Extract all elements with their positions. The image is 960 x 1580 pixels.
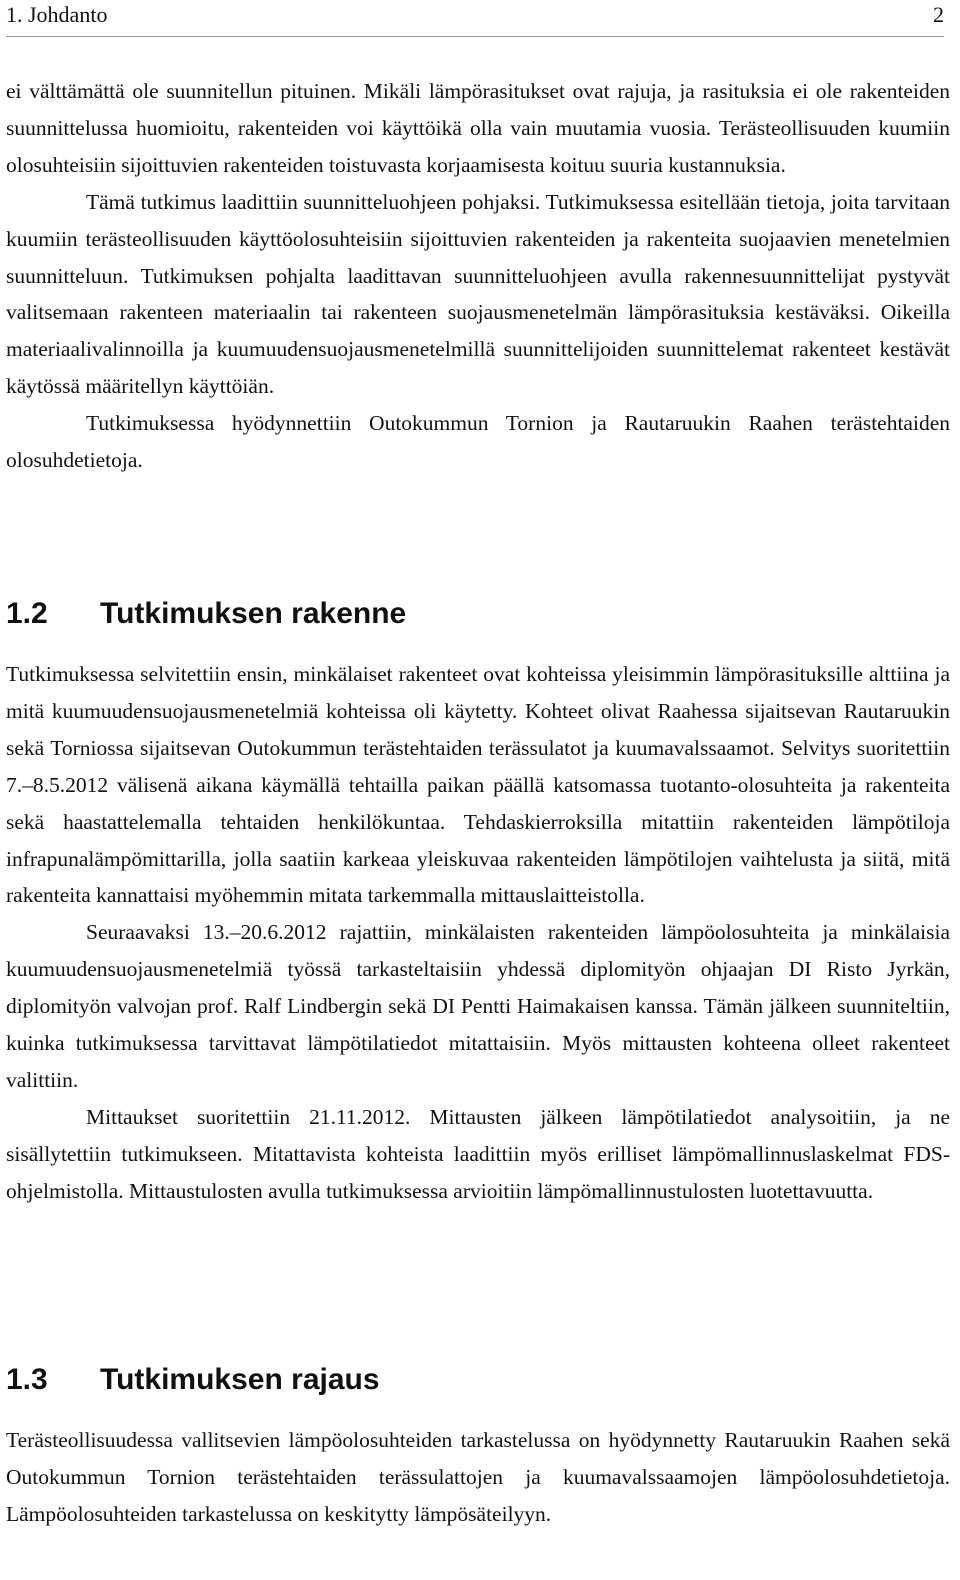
section-1-3-number: 1.3: [6, 1363, 48, 1396]
section-1-3-title: Tutkimuksen rajaus: [100, 1363, 380, 1396]
section-1-2-text: [6, 656, 950, 1210]
section-1-2-paragraph-3: Mittaukset suoritettiin 21.11.2012. Mittausten jälkeen lämpötilatiedot analysoitiin, ja ne sisällytettiin tutkimukseen. Mitattavista kohteista laadittiin myös erilliset lämpömallinnuslaskelmat FDS-ohjelmistolla. Mittaustulosten avulla tutkimuksessa arvioitiin lämpömallinnustulosten luotettavuutta.: [6, 1104, 950, 1203]
section-1-2-title: Tutkimuksen rakenne: [100, 597, 407, 630]
section-1-2-heading-block: [6, 594, 950, 634]
section-1-2-paragraph-1: Tutkimuksessa selvitettiin ensin, minkälaiset rakenteet ovat kohteissa yleisimmin lämpörasituksille alttiina ja mitä kuumuudensuojausmenetelmiä kohteissa oli käytetty. Kohteet olivat Raahessa sijaitsevan Rautaruukin sekä Torniossa sijaitsevan Outokummun terästehtaiden terässulatot ja kuumavalssaamot. Selvitys suoritettiin 7.–8.5.2012 välisenä aikana käymällä tehtailla paikan päällä katsomassa tuotanto-olosuhteita ja rakenteita sekä haastattelemalla tehtaiden henkilökuntaa. Tehdaskierroksilla mitattiin rakenteiden lämpötiloja infrapunalämpömittarilla, jolla saatiin karkeaa yleiskuvaa rakenteiden lämpötilojen vaihtelusta ja siitä, mitä rakenteita kannattaisi myöhemmin mitata tarkemmalla mittauslaitteistolla.: [6, 662, 950, 908]
header-divider: [6, 36, 944, 37]
section-1-2-paragraph-2: Seuraavaksi 13.–20.6.2012 rajattiin, minkälaisten rakenteiden lämpöolosuhteita ja minkälaisia kuumuudensuojausmenetelmiä työssä tarkasteltaisiin yhdessä diplomityön ohjaajan DI Risto Jyrkän, diplomityön valvojan prof. Ralf Lindbergin sekä DI Pentti Haimakaisen kanssa. Tämän jälkeen suunniteltiin, kuinka tutkimuksessa tarvittavat lämpötilatiedot mitattaisiin. Myös mittausten kohteena olleet rakenteet valittiin.: [6, 920, 950, 1092]
section-1-2-heading: [6, 594, 950, 634]
header-chapter-title: 1. Johdanto: [6, 2, 108, 27]
section-1-2-number: 1.2: [6, 597, 48, 630]
intro-paragraph-1: ei välttämättä ole suunnitellun pituinen. Mikäli lämpörasitukset ovat rajuja, ja rasituksia ei ole rakenteiden suunnittelussa huomioitu, rakenteiden voi käyttöikä olla vain muutamia vuosia. Terästeollisuuden kuumiin olosuhteisiin sijoittuvien rakenteiden toistuvasta korjaamisesta koituu suuria kustannuksia.: [6, 79, 950, 177]
section-1-3-paragraph-1: Terästeollisuudessa vallitsevien lämpöolosuhteiden tarkastelussa on hyödynnetty Rautaruukin Raahen sekä Outokummun Tornion terästehtaiden terässulattojen ja kuumavalssaamojen lämpöolosuhdetietoja. Lämpöolosuhteiden tarkastelussa on keskitytty lämpösäteilyyn.: [6, 1428, 950, 1526]
section-1-3-text: [6, 1422, 950, 1533]
header-page-number: 2: [933, 2, 944, 27]
intro-text: [6, 73, 950, 479]
running-header: [6, 0, 944, 30]
section-1-3-heading-block: [6, 1360, 950, 1400]
intro-paragraph-3: Tutkimuksessa hyödynnettiin Outokummun Tornion ja Rautaruukin Raahen terästehtaiden olosuhdetietoja.: [6, 411, 950, 473]
intro-paragraph-2: Tämä tutkimus laadittiin suunnitteluohjeen pohjaksi. Tutkimuksessa esitellään tietoja, joita tarvitaan kuumiin terästeollisuuden käyttöolosuhteisiin sijoittuvien rakenteiden ja rakenteita suojaavien menetelmien suunnitteluun. Tutkimuksen pohjalta laadittavan suunnitteluohjeen avulla rakennesuunnittelijat pystyvät valitsemaan rakenteen materiaalin tai rakenteen suojausmenetelmän lämpörasituksia kestäväksi. Oikeilla materiaalivalinnoilla ja kuumuudensuojausmenetelmillä suunnittelijoiden suunnittelemat rakenteet kestävät käytössä määritellyn käyttöiän.: [6, 189, 950, 399]
section-1-3-heading: [6, 1360, 950, 1400]
